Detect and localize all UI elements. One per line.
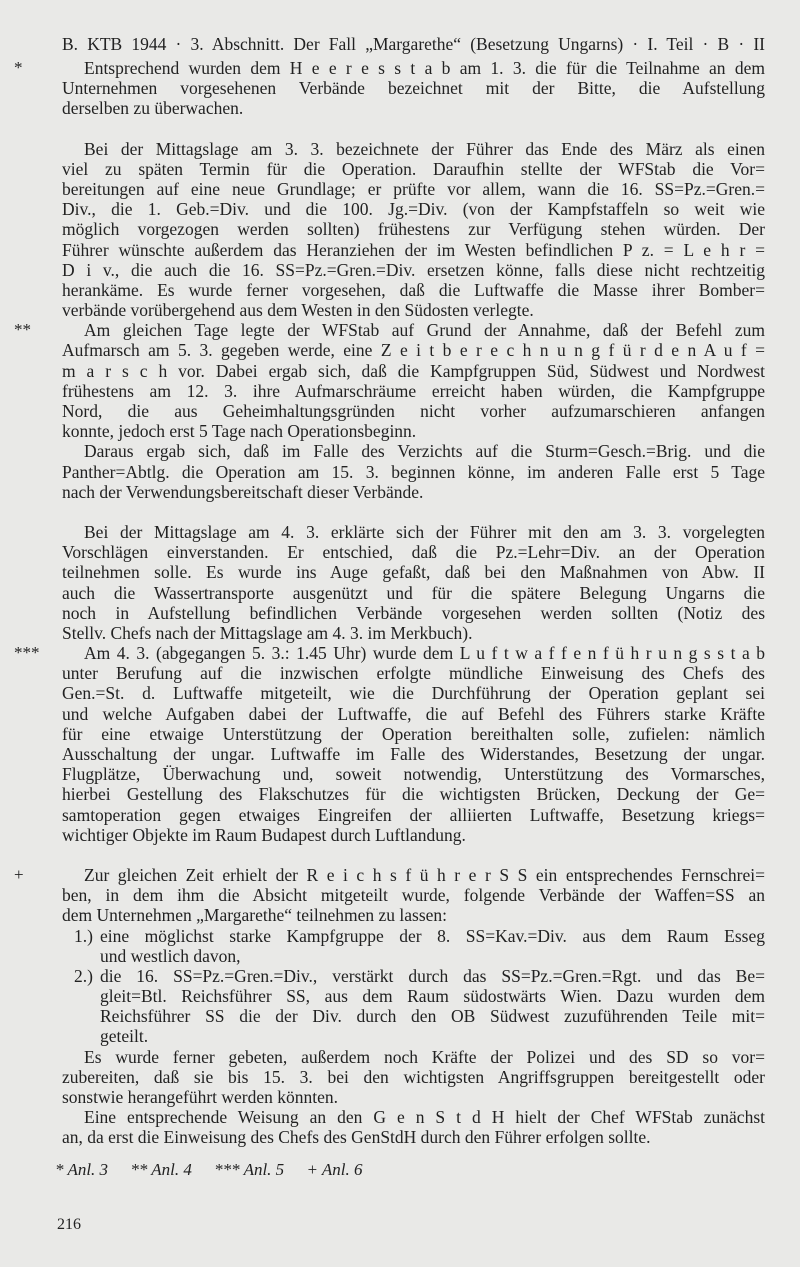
footnote-marker: + bbox=[14, 864, 24, 884]
text-line: auch die Wassertransporte ausgenützt und für die spätere Belegung Ungarns die bbox=[62, 582, 765, 603]
text-line: und westlich davon, bbox=[100, 945, 241, 966]
list-number: 2.) bbox=[74, 965, 93, 986]
text-line: die 16. SS=Pz.=Gren.=Div., verstärkt durch das SS=Pz.=Gren.=Rgt. und das Be= bbox=[100, 965, 765, 986]
text-line: Eine entsprechende Weisung an den G e n S t d H hielt der Chef WFStab zunächst bbox=[84, 1107, 765, 1128]
text-line: Entsprechend wurden dem H e e r e s s t a b am 1. 3. die für die Teilnahme an dem bbox=[84, 58, 765, 78]
text-line: geteilt. bbox=[100, 1026, 149, 1047]
page-number: 216 bbox=[57, 1216, 81, 1233]
text-line: ben, in dem ihm die Absicht mitgeteilt wurde, folgende Verbände der Waffen=SS an bbox=[62, 885, 765, 906]
footnote: + Anl. 6 bbox=[306, 1160, 363, 1179]
text-line: hierbei Gestellung des Flakschutzes für die wichtigsten Brücken, Deckung der Ge= bbox=[62, 784, 765, 805]
paragraph bbox=[62, 1047, 765, 1108]
text-line: für eine etwaige Unterstützung der Operation bereithalten solle, zufielen: nämlich bbox=[62, 723, 765, 744]
paragraph bbox=[14, 864, 765, 926]
text-line: Bei der Mittagslage am 4. 3. erklärte sich der Führer mit den am 3. 3. vorgelegten bbox=[84, 521, 765, 542]
text-line: Am 4. 3. (abgegangen 5. 3.: 1.45 Uhr) wurde dem L u f t w a f f e n f ü h r u n g s s t a b bbox=[84, 643, 765, 664]
text-line: sonstwie herangeführt werden könnten. bbox=[62, 1087, 339, 1107]
text-line: Div., die 1. Geb.=Div. und die 100. Jg.=Div. (von der Kampfstaffeln so weit wie bbox=[62, 199, 765, 220]
running-header: B. KTB 1944 · 3. Abschnitt. Der Fall „Margarethe“ (Besetzung Ungarns) · I. Teil · B · II bbox=[62, 34, 765, 54]
text-line: gleit=Btl. Reichsführer SS, aus dem Raum südostwärts Wien. Dazu wurden dem bbox=[100, 986, 765, 1007]
list-number: 1.) bbox=[74, 925, 93, 946]
text-line: samtoperation gegen etwaiges Eingreifen der alliierten Luftwaffe, Besetzung kriegs= bbox=[62, 804, 765, 825]
paragraph bbox=[14, 643, 765, 845]
text-line: Vorschlägen einverstanden. Er entschied, daß die Pz.=Lehr=Div. an der Operation bbox=[62, 542, 765, 563]
text-line: Ausschaltung der ungar. Luftwaffe im Falle des Widerstandes, Besetzung der ungar. bbox=[62, 744, 765, 764]
text-line: m a r s c h vor. Dabei ergab sich, daß die Kampfgruppen Süd, Südwest und Nordwest bbox=[62, 360, 765, 381]
text-line: verbände vorübergehend aus dem Westen in den Südosten verlegte. bbox=[62, 300, 534, 321]
text-line: herankäme. Es wurde ferner vorgesehen, daß die Luftwaffe die Masse ihrer Bomber= bbox=[62, 279, 765, 300]
text-line: Bei der Mittagslage am 3. 3. bezeichnete der Führer das Ende des März als einen bbox=[84, 138, 765, 159]
text-line: eine möglichst starke Kampfgruppe der 8. SS=Kav.=Div. aus dem Raum Esseg bbox=[100, 925, 765, 946]
paragraph bbox=[14, 58, 765, 119]
text-line: zubereiten, daß sie bis 15. 3. bei den wichtigsten Angriffsgruppen bereitgestellt oder bbox=[62, 1066, 765, 1087]
footnote-marker: *** bbox=[14, 643, 40, 663]
text-line: Es wurde ferner gebeten, außerdem noch Kräfte der Polizei und des SD so vor= bbox=[84, 1046, 765, 1067]
list-item bbox=[62, 926, 765, 966]
text-line: unter Berufung auf die inzwischen erfolgte mündliche Einweisung des Chefs des bbox=[62, 663, 765, 684]
footnotes bbox=[55, 1160, 380, 1180]
text-line: noch in Aufstellung befindlichen Verbände vorgesehen werden sollten (Notiz des bbox=[62, 602, 765, 623]
text-line: Führer wünschte außerdem das Heranziehen der im Westen befindlichen P z. = L e h r = bbox=[62, 239, 765, 260]
text-line: Am gleichen Tage legte der WFStab auf Grund der Annahme, daß der Befehl zum bbox=[84, 320, 765, 341]
text-line: konnte, jedoch erst 5 Tage nach Operationsbeginn. bbox=[62, 421, 417, 442]
footnote-marker: ** bbox=[14, 320, 31, 340]
text-line: teilnehmen solle. Es wurde ins Auge gefaßt, daß bei den Maßnahmen von Abw. II bbox=[62, 562, 765, 583]
text-line: wichtiger Objekte im Raum Budapest durch Luftlandung. bbox=[62, 824, 466, 845]
text-line: dem Unternehmen „Margarethe“ teilnehmen zu lassen: bbox=[62, 905, 448, 926]
text-line: Zur gleichen Zeit erhielt der R e i c h s f ü h r e r S S ein entsprechendes Fernschrei= bbox=[84, 864, 765, 885]
text-line: Panther=Abtlg. die Operation am 15. 3. beginnen könne, im anderen Falle erst 5 Tage bbox=[62, 461, 765, 482]
footnote: * Anl. 3 bbox=[55, 1160, 109, 1179]
text-line: möglich vorgezogen werden sollten) frühestens zur Verfügung stehen würden. Der bbox=[62, 219, 765, 240]
text-line: Reichsführer SS die der Div. durch den OB Südwest zuzuführenden Teile mit= bbox=[100, 1006, 765, 1027]
paragraph bbox=[62, 139, 765, 321]
text-line: bereitungen auf eine neue Grundlage; er prüfte vor allem, wann die 16. SS=Pz.=Gren.= bbox=[62, 178, 765, 199]
numbered-list bbox=[62, 926, 765, 1047]
text-line: frühestens am 12. 3. ihre Aufmarschräume erreicht haben würden, die Kampfgruppe bbox=[62, 380, 765, 401]
text-line: Gen.=St. d. Luftwaffe mitgeteilt, wie die Durchführung der Operation geplant sei bbox=[62, 683, 765, 704]
text-line: viel zu späten Termin für die Operation. Daraufhin stellte der WFStab die Vor= bbox=[62, 158, 765, 179]
text-line: Nord, die aus Geheimhaltungsgründen nicht vorher aufzumarschieren anfangen bbox=[62, 401, 765, 421]
list-item bbox=[62, 966, 765, 1047]
paragraph bbox=[62, 1107, 765, 1147]
footnote: ** Anl. 4 bbox=[130, 1160, 192, 1179]
paragraph bbox=[62, 441, 765, 502]
text-line: und welche Aufgaben dabei der Luftwaffe, die auf Befehl des Führers starke Kräfte bbox=[62, 703, 765, 724]
paragraph bbox=[62, 522, 765, 643]
text-line: an, da erst die Einweisung des Chefs des GenStdH durch den Führer erfolgen sollte. bbox=[62, 1127, 651, 1148]
text-line: Daraus ergab sich, daß im Falle des Verzichts auf die Sturm=Gesch.=Brig. und die bbox=[84, 441, 765, 462]
paragraph bbox=[14, 320, 765, 442]
footnote: *** Anl. 5 bbox=[214, 1160, 285, 1179]
text-line: derselben zu überwachen. bbox=[62, 98, 244, 119]
text-line: Unternehmen vorgesehenen Verbände bezeichnet mit der Bitte, die Aufstellung bbox=[62, 78, 765, 99]
text-line: Aufmarsch am 5. 3. gegeben werde, eine Z e i t b e r e c h n u n g f ü r d e n A u f = bbox=[62, 340, 765, 361]
footnote-marker: * bbox=[14, 58, 23, 77]
text-line: Flugplätze, Überwachung und, soweit notwendig, Unterstützung des Vormarsches, bbox=[62, 764, 765, 785]
text-line: Stellv. Chefs nach der Mittagslage am 4. 3. im Merkbuch). bbox=[62, 622, 473, 643]
text-line: nach der Verwendungsbereitschaft dieser Verbände. bbox=[62, 481, 424, 502]
body-text bbox=[14, 58, 765, 1148]
text-line: D i v., die auch die 16. SS=Pz.=Gren.=Div. ersetzen könne, falls diese nicht rechtzeitig bbox=[62, 259, 765, 280]
